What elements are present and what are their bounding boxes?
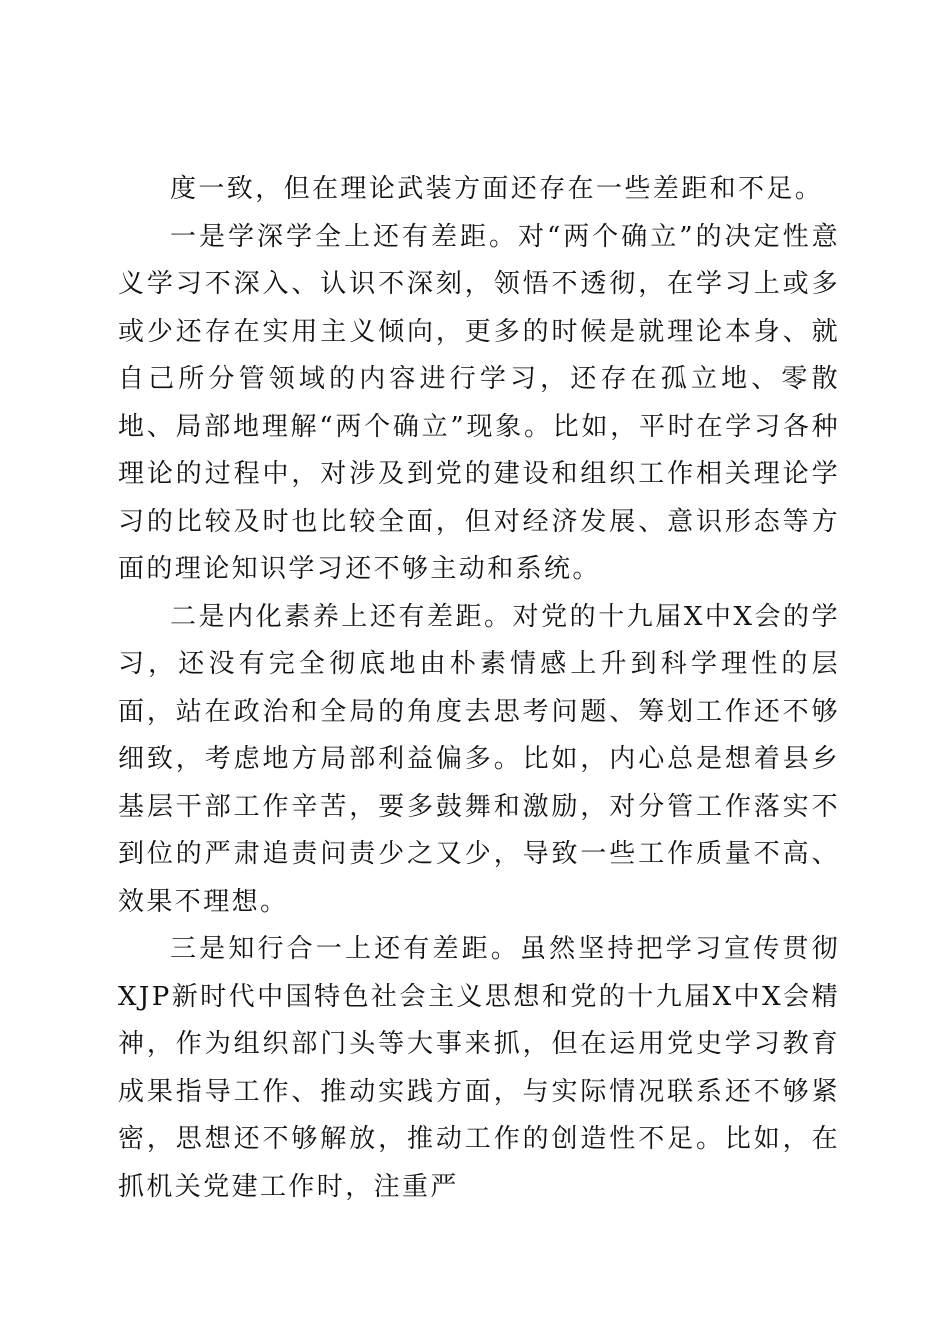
document-body [118,166,840,1211]
paragraph-third-point: 三是知行合一上还有差距。虽然坚持把学习宣传贯彻XJP新时代中国特色社会主义思想和党的十九届X中X会精神，作为组织部门头等大事来抓，但在运用党史学习教育成果指导工作、推动实践方面，与实际情况联系还不够紧密，思想还不够解放，推动工作的创造性不足。比如，在抓机关党建工作时，注重严 [118,934,840,1202]
paragraph-second-point: 二是内化素养上还有差距。对党的十九届X中X会的学习，还没有完全彻底地由朴素情感上升到科学理性的层面，站在政治和全局的角度去思考问题、筹划工作还不够细致，考虑地方局部利益偏多。比如，内心总是想着县乡基层干部工作辛苦，要多鼓舞和激励，对分管工作落实不到位的严肃追责问责少之又少，导致一些工作质量不高、效果不理想。 [118,601,840,917]
paragraph-first-point: 一是学深学全上还有差距。对“两个确立”的决定性意义学习不深入、认识不深刻，领悟不透彻，在学习上或多或少还存在实用主义倾向，更多的时候是就理论本身、就自己所分管领域的内容进行学习，还存在孤立地、零散地、局部地理解“两个确立”现象。比如，平时在学习各种理论的过程中，对涉及到党的建设和组织工作相关理论学习的比较及时也比较全面，但对经济发展、意识形态等方面的理论知识学习还不够主动和系统。 [118,221,840,584]
paragraph-continuation: 度一致，但在理论武装方面还存在一些差距和不足。 [170,174,824,204]
